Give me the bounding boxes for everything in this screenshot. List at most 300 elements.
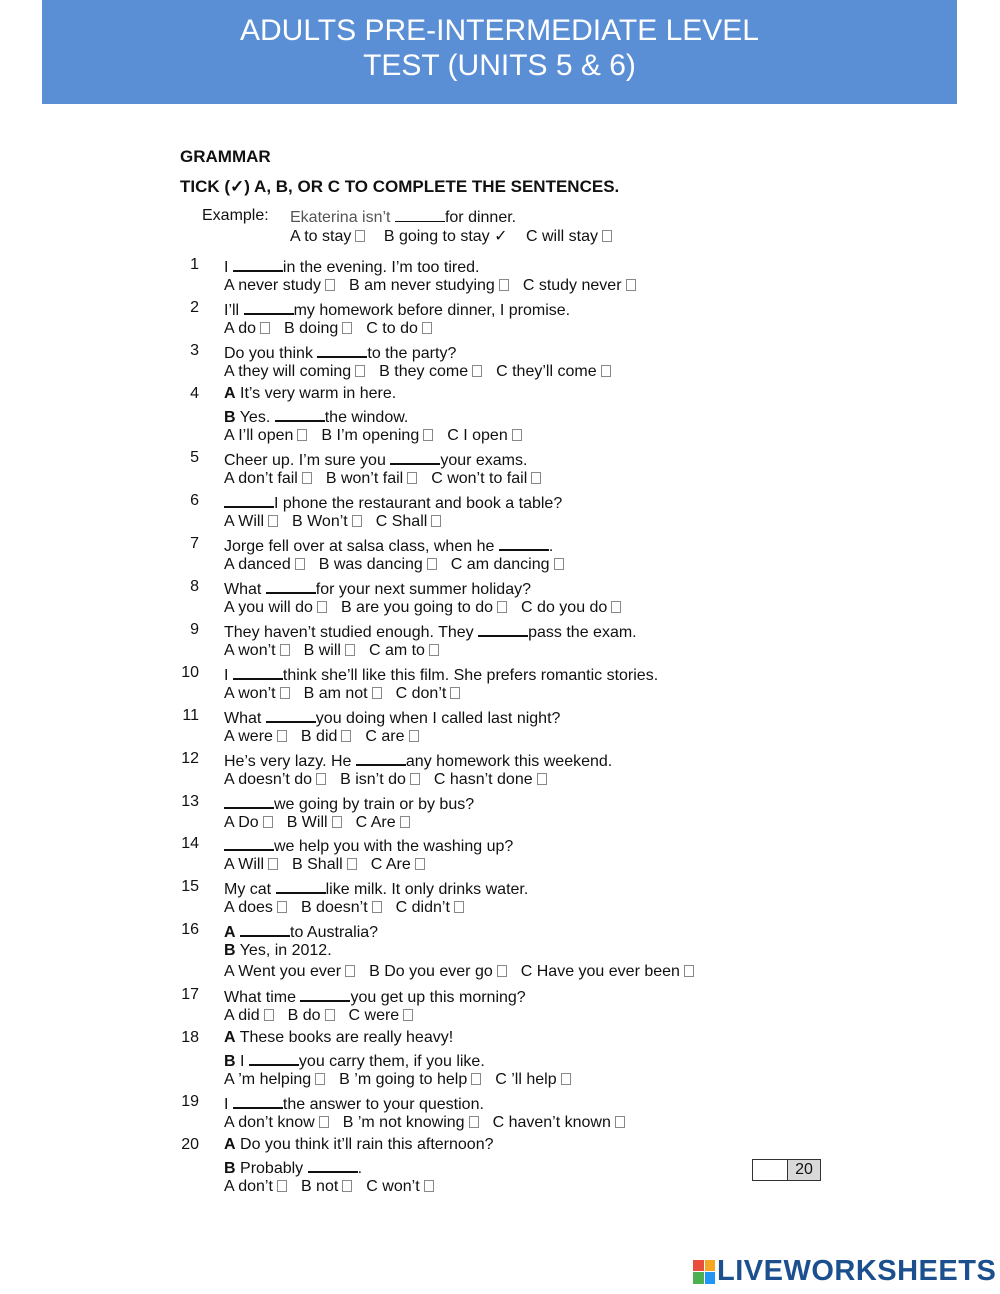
answer-option: [224, 599, 327, 616]
question-text: [224, 255, 479, 278]
question-number: 11: [182, 707, 199, 724]
answer-option: [349, 1007, 414, 1024]
answer-option: [319, 556, 437, 573]
option-label: B am never studying: [348, 277, 495, 294]
answer-gap[interactable]: [233, 1092, 283, 1109]
option-label: A won’t: [224, 685, 276, 702]
checkbox[interactable]: [424, 1180, 434, 1192]
option-label: B Do you ever go: [369, 963, 493, 980]
answer-option: [396, 899, 464, 916]
answer-option: [447, 427, 521, 444]
speaker-b: B: [224, 942, 236, 959]
answer-gap[interactable]: [244, 298, 294, 315]
answer-options: [224, 1113, 639, 1133]
option-label: A ’m helping: [224, 1071, 312, 1088]
answer-gap[interactable]: [390, 448, 440, 465]
option-label: B was dancing: [318, 556, 423, 573]
answer-gap[interactable]: [233, 663, 283, 680]
question-text-start: He’s very lazy. He: [224, 753, 352, 770]
checkbox[interactable]: [325, 279, 335, 291]
question-number: 7: [190, 535, 199, 552]
instructions: TICK (✓) A, B, OR C TO COMPLETE THE SENTENCES.: [180, 177, 620, 196]
checkbox[interactable]: [260, 322, 270, 334]
option-label: C Are: [355, 814, 396, 831]
question-text: [224, 985, 526, 1008]
option-label: B do: [287, 1007, 321, 1024]
question-text-rest: .: [357, 1160, 363, 1177]
question-text-start: I: [224, 259, 229, 276]
checkbox[interactable]: [268, 515, 278, 527]
question-text-rest: you carry them, if you like.: [298, 1053, 485, 1070]
checkbox[interactable]: [471, 1073, 481, 1085]
option-label: C Have you ever been: [520, 963, 680, 980]
question-text: [224, 749, 612, 772]
checkbox[interactable]: [554, 558, 564, 570]
question-text-rest: like milk. It only drinks water.: [325, 881, 529, 898]
option-label: C do you do: [521, 599, 608, 616]
answer-gap[interactable]: [275, 405, 325, 422]
option-label: B Won’t: [292, 513, 348, 530]
answer-gap[interactable]: [300, 985, 350, 1002]
question-text-rest: in the evening. I’m too tired.: [282, 259, 480, 276]
example-option-a: A to stay: [290, 228, 365, 245]
answer-options: [224, 1177, 448, 1197]
question-text: [224, 1135, 493, 1155]
answer-option: [224, 363, 365, 380]
checkbox[interactable]: [601, 365, 611, 377]
answer-option: [224, 1114, 329, 1131]
speaker-b: B: [224, 409, 236, 426]
answer-option: [224, 771, 326, 788]
question-text-rest: pass the exam.: [528, 624, 637, 641]
answer-option: [224, 642, 290, 659]
question-line-a: These books are really heavy!: [239, 1029, 454, 1046]
answer-option: [224, 277, 335, 294]
question-number: 6: [190, 492, 199, 509]
checkbox[interactable]: [352, 515, 362, 527]
option-label: A Will: [224, 856, 264, 873]
answer-option: [224, 1007, 274, 1024]
option-label: A you will do: [224, 599, 313, 616]
option-label: B they come: [379, 363, 469, 380]
option-label: C to do: [366, 320, 418, 337]
option-label: B Shall: [292, 856, 343, 873]
speaker-a: A: [224, 385, 236, 402]
answer-option: [224, 856, 278, 873]
checkbox[interactable]: [280, 644, 290, 656]
question-text-rest: we going by train or by bus?: [274, 796, 475, 813]
question-text-rest: the answer to your question.: [282, 1096, 484, 1113]
answer-gap[interactable]: [224, 491, 274, 508]
answer-gap[interactable]: [356, 749, 406, 766]
answer-option: [339, 1071, 481, 1088]
option-label: B ’m not knowing: [342, 1114, 465, 1131]
checkbox[interactable]: [277, 1180, 287, 1192]
checkbox[interactable]: [297, 429, 307, 441]
checkbox[interactable]: [355, 365, 365, 377]
question-number: 17: [181, 986, 199, 1003]
option-label: A never study: [224, 277, 321, 294]
checkbox[interactable]: [472, 365, 482, 377]
question-text: [224, 706, 560, 729]
answer-options: [224, 855, 439, 875]
checkbox[interactable]: [429, 644, 439, 656]
checkbox[interactable]: [316, 773, 326, 785]
checkbox[interactable]: [602, 230, 612, 242]
checkbox[interactable]: [268, 858, 278, 870]
checkbox[interactable]: [400, 816, 410, 828]
answer-options: [224, 962, 708, 982]
answer-option: [224, 556, 305, 573]
question-text: [224, 877, 528, 900]
example-option-c: C will stay: [526, 228, 612, 245]
answer-option: [495, 1071, 570, 1088]
option-label: A I’ll open: [224, 427, 294, 444]
answer-option: [288, 1007, 335, 1024]
answer-option: [521, 599, 621, 616]
title-banner: [42, 0, 957, 104]
answer-option: [431, 470, 541, 487]
question-text-start: I: [224, 667, 229, 684]
question-text-rest: to Australia?: [290, 924, 379, 941]
answer-options: [224, 1070, 585, 1090]
checkbox[interactable]: [372, 687, 382, 699]
question-text: [224, 298, 570, 321]
question-line-b: Yes, in 2012.: [239, 942, 332, 959]
checkbox[interactable]: [372, 901, 382, 913]
answer-options: [224, 727, 433, 747]
option-label: C haven’t known: [492, 1114, 611, 1131]
option-label: A Do: [224, 814, 259, 831]
answer-gap[interactable]: [499, 534, 549, 551]
checkbox[interactable]: [497, 965, 507, 977]
answer-option: [224, 513, 278, 530]
checkbox[interactable]: [611, 601, 621, 613]
question-text-rest: to the party?: [367, 345, 457, 362]
option-label: C study never: [522, 277, 622, 294]
answer-option: [301, 899, 382, 916]
answer-gap[interactable]: [233, 255, 283, 272]
question-text-rest: your exams.: [440, 452, 528, 469]
checkbox[interactable]: [317, 601, 327, 613]
answer-gap[interactable]: [240, 920, 290, 937]
answer-option: [292, 513, 362, 530]
answer-option: [451, 556, 564, 573]
answer-options: [224, 512, 455, 532]
question-number: 12: [181, 750, 199, 767]
question-text-start: My cat: [224, 881, 272, 898]
answer-options: [224, 770, 561, 790]
question-line-a: Do you think it’ll rain this afternoon?: [240, 1136, 494, 1153]
option-label: C am dancing: [450, 556, 550, 573]
question-text-rest: we help you with the washing up?: [274, 838, 514, 855]
option-label: B will: [303, 642, 341, 659]
question-text-start: What: [224, 710, 262, 727]
answer-option: [224, 427, 307, 444]
checkbox[interactable]: [319, 1116, 329, 1128]
question-line-a: It’s very warm in here.: [240, 385, 397, 402]
score-input[interactable]: [752, 1159, 788, 1181]
speaker-b: B: [224, 1160, 236, 1177]
question-text: [224, 792, 474, 815]
option-label: B did: [300, 728, 338, 745]
answer-option: [304, 642, 355, 659]
answer-option: [224, 685, 290, 702]
checkbox[interactable]: [277, 730, 287, 742]
option-label: A don’t fail: [224, 470, 298, 487]
option-label: A don’t know: [224, 1114, 315, 1131]
checkbox[interactable]: [342, 1180, 352, 1192]
answer-options: [224, 319, 446, 339]
answer-options: [224, 598, 635, 618]
question-number: 4: [190, 385, 199, 402]
option-label: A they will coming: [224, 363, 352, 380]
answer-option: [301, 728, 351, 745]
option-label: B not: [300, 1178, 339, 1195]
answer-gap[interactable]: [224, 834, 274, 851]
answer-option: [224, 1178, 287, 1195]
question-number: 10: [181, 664, 199, 681]
question-text: [224, 1092, 484, 1115]
question-text-rest: you get up this morning?: [350, 989, 526, 1006]
logo-text: LIVEWORKSHEETS: [717, 1255, 997, 1287]
answer-option: [224, 814, 273, 831]
checkbox[interactable]: [345, 965, 355, 977]
option-label: A does: [224, 899, 273, 916]
checkbox[interactable]: [454, 901, 464, 913]
question-number: 3: [190, 342, 199, 359]
question-text: [224, 834, 513, 857]
answer-options: [224, 813, 424, 833]
answer-option: [376, 513, 442, 530]
option-label: C ’ll help: [495, 1071, 557, 1088]
checkbox[interactable]: [409, 730, 419, 742]
score-box: [752, 1159, 821, 1179]
question-text: [224, 448, 527, 471]
answer-option: [304, 685, 382, 702]
answer-option: [523, 277, 636, 294]
checkbox[interactable]: [469, 1116, 479, 1128]
answer-gap[interactable]: [276, 877, 326, 894]
question-line-b: I: [240, 1053, 245, 1070]
question-text-start: Do you think: [224, 345, 313, 362]
question-text: [224, 341, 456, 364]
checkbox[interactable]: [410, 773, 420, 785]
answer-option: [321, 427, 433, 444]
answer-options: [224, 362, 625, 382]
example-label: Example:: [202, 207, 269, 224]
example-pre: Ekaterina isn’t: [290, 209, 391, 226]
question-text-rest: you doing when I called last night?: [315, 710, 561, 727]
checkbox[interactable]: [325, 1009, 335, 1021]
option-label: B isn’t do: [340, 771, 406, 788]
question-number: 20: [181, 1136, 199, 1153]
question-text: [224, 920, 378, 943]
question-text-start: I: [224, 1096, 229, 1113]
answer-options: [224, 555, 578, 575]
checkbox[interactable]: [315, 1073, 325, 1085]
checkbox[interactable]: [280, 687, 290, 699]
checkbox[interactable]: [302, 472, 312, 484]
checkbox[interactable]: [499, 279, 509, 291]
answer-option: [224, 1071, 325, 1088]
question-number: 14: [181, 835, 199, 852]
answer-options: [224, 276, 650, 296]
answer-option: [365, 728, 418, 745]
checkbox[interactable]: [450, 687, 460, 699]
question-text-rest: the window.: [324, 409, 409, 426]
answer-option: [396, 685, 461, 702]
checkbox[interactable]: [332, 816, 342, 828]
checkbox[interactable]: [561, 1073, 571, 1085]
option-label: A won’t: [224, 642, 276, 659]
speaker-a: A: [224, 1029, 236, 1046]
question-line-b: Probably: [240, 1160, 304, 1177]
option-label: C I open: [447, 427, 508, 444]
answer-option: [224, 963, 355, 980]
answer-gap[interactable]: [478, 620, 528, 637]
checkbox[interactable]: [355, 230, 365, 242]
answer-option: [369, 963, 507, 980]
answer-option: [366, 320, 432, 337]
checkbox[interactable]: [615, 1116, 625, 1128]
checkbox[interactable]: [512, 429, 522, 441]
answer-option: [292, 856, 357, 873]
option-label: B are you going to do: [340, 599, 494, 616]
question-text: [224, 663, 658, 686]
checkbox[interactable]: [277, 901, 287, 913]
question-text-start: Jorge fell over at salsa class, when he: [224, 538, 495, 555]
answer-option: [224, 899, 287, 916]
answer-option: [521, 963, 694, 980]
answer-option: [356, 814, 410, 831]
question-text: [224, 534, 553, 557]
question-number: 9: [190, 621, 199, 638]
answer-option: [301, 1178, 352, 1195]
example-option-b: B going to stay ✓: [383, 228, 508, 245]
answer-option: [224, 470, 312, 487]
option-label: B ’m going to help: [339, 1071, 468, 1088]
question-number: 13: [181, 793, 199, 810]
example-options: [290, 227, 626, 247]
checkbox[interactable]: [431, 515, 441, 527]
question-text-start: What: [224, 581, 262, 598]
checkbox[interactable]: [347, 858, 357, 870]
question-text: [224, 577, 531, 600]
title-line-2: TEST (UNITS 5 & 6): [363, 49, 636, 82]
question-text-start: I’ll: [224, 302, 240, 319]
answer-option: [349, 277, 509, 294]
answer-options: [224, 898, 478, 918]
question-number: 5: [190, 449, 199, 466]
option-label: C won’t: [366, 1178, 420, 1195]
question-text: [224, 384, 396, 404]
option-label: C hasn’t done: [433, 771, 533, 788]
checkbox[interactable]: [342, 322, 352, 334]
option-label: A doesn’t do: [224, 771, 313, 788]
checkbox[interactable]: [264, 1009, 274, 1021]
option-label: A did: [224, 1007, 260, 1024]
answer-option: [366, 1178, 433, 1195]
answer-options: [224, 684, 474, 704]
option-label: A Went you ever: [224, 963, 342, 980]
answer-gap[interactable]: [224, 792, 274, 809]
question-number: 8: [190, 578, 199, 595]
example-post: for dinner.: [444, 209, 517, 226]
checkbox[interactable]: [537, 773, 547, 785]
speaker-a: A: [224, 924, 236, 941]
answer-option: [379, 363, 482, 380]
checkbox[interactable]: [407, 472, 417, 484]
question-number: 16: [181, 921, 199, 938]
speaker-b: B: [224, 1053, 236, 1070]
checkbox[interactable]: [263, 816, 273, 828]
question-text-b: [224, 1049, 485, 1072]
option-label: C were: [348, 1007, 400, 1024]
option-label: C they’ll come: [496, 363, 597, 380]
option-label: A danced: [224, 556, 291, 573]
option-label: B doesn’t: [300, 899, 368, 916]
option-label: B won’t fail: [325, 470, 404, 487]
option-label: B am not: [303, 685, 368, 702]
option-label: C are: [365, 728, 405, 745]
question-text: [224, 620, 637, 643]
checkbox[interactable]: [423, 429, 433, 441]
option-label: A do: [224, 320, 257, 337]
question-text-rest: my homework before dinner, I promise.: [293, 302, 571, 319]
question-text-rest: any homework this weekend.: [405, 753, 613, 770]
answer-options: [224, 641, 453, 661]
option-label: A Will: [224, 513, 264, 530]
example-sentence: [290, 206, 516, 228]
question-text-rest: for your next summer holiday?: [315, 581, 531, 598]
checkbox[interactable]: [684, 965, 694, 977]
answer-gap[interactable]: [317, 341, 367, 358]
checkbox[interactable]: [422, 322, 432, 334]
answer-option: [343, 1114, 479, 1131]
checkbox[interactable]: [626, 279, 636, 291]
answer-option: [493, 1114, 625, 1131]
answer-option: [224, 320, 270, 337]
question-line-b: Yes.: [239, 409, 271, 426]
answer-gap[interactable]: [249, 1049, 299, 1066]
option-label: C didn’t: [395, 899, 450, 916]
checkbox[interactable]: [345, 644, 355, 656]
answer-option: [341, 599, 507, 616]
question-text-start: Cheer up. I’m sure you: [224, 452, 386, 469]
question-text-start: What time: [224, 989, 297, 1006]
answer-gap[interactable]: [308, 1156, 358, 1173]
answer-gap[interactable]: [266, 706, 316, 723]
question-text-b: [224, 941, 332, 961]
answer-gap[interactable]: [266, 577, 316, 594]
checkbox[interactable]: [295, 558, 305, 570]
question-text: [224, 1028, 453, 1048]
checkbox[interactable]: [403, 1009, 413, 1021]
checkbox[interactable]: [341, 730, 351, 742]
title-line-1: ADULTS PRE-INTERMEDIATE LEVEL: [240, 14, 759, 47]
checkbox[interactable]: [415, 858, 425, 870]
checkbox[interactable]: [531, 472, 541, 484]
checkbox[interactable]: [497, 601, 507, 613]
option-label: C don’t: [395, 685, 447, 702]
answer-options: [224, 469, 555, 489]
section-title: GRAMMAR: [180, 147, 271, 166]
checkbox[interactable]: [427, 558, 437, 570]
question-text: [224, 491, 562, 514]
answer-option: [326, 470, 417, 487]
answer-option: [496, 363, 610, 380]
